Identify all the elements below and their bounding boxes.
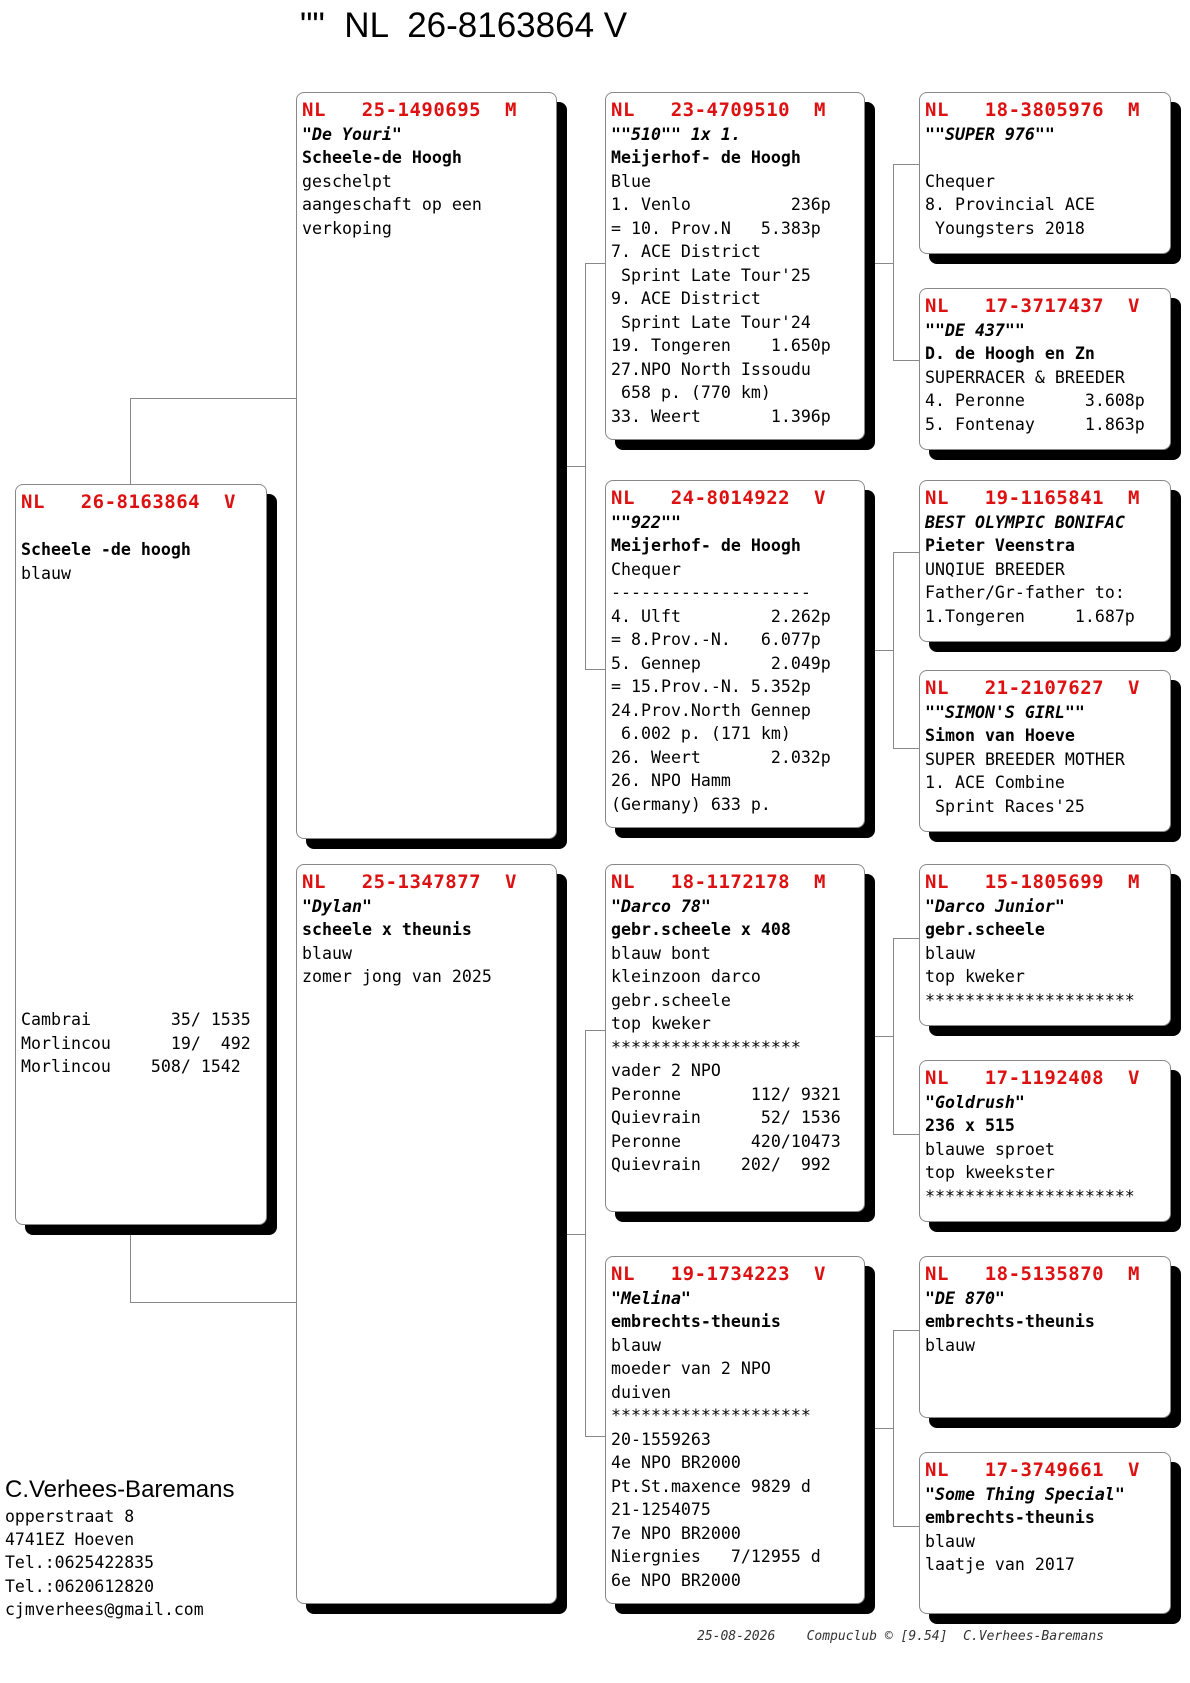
card-line: Morlincou 19/ 492 xyxy=(21,1033,251,1053)
pigeon-name: "Dylan" xyxy=(302,896,372,916)
card-line: gebr.scheele xyxy=(611,990,731,1010)
card-line: top kweekster xyxy=(925,1163,1055,1182)
pedigree-card-dam-sire[interactable] xyxy=(605,864,865,1212)
pigeon-name: "Some Thing Special" xyxy=(925,1484,1125,1504)
connector-line xyxy=(893,938,894,1134)
pedigree-card-sire-sire[interactable] xyxy=(605,92,865,440)
card-line: 9. ACE District xyxy=(611,289,761,308)
breeder-name: embrechts-theunis xyxy=(925,1312,1095,1331)
card-line xyxy=(21,891,266,915)
ring-number: NL 17-1192408 V xyxy=(925,1067,1140,1089)
pigeon-name: ""SIMON'S GIRL"" xyxy=(925,702,1085,722)
card-line: blauwe sproet xyxy=(925,1139,1055,1159)
ring-number: NL 21-2107627 V xyxy=(925,677,1140,699)
card-line: 21-1254075 xyxy=(611,1500,711,1519)
pigeon-name: "Melina" xyxy=(611,1288,691,1308)
ring-number: NL 19-1165841 M xyxy=(925,487,1140,509)
card-line: SUPER BREEDER MOTHER xyxy=(925,749,1125,769)
connector-line xyxy=(130,398,296,399)
card-line: kleinzoon darco xyxy=(611,967,761,986)
pigeon-name: ""510"" 1x 1. xyxy=(611,124,741,144)
card-line xyxy=(21,844,266,868)
pedigree-card-sire-dam-sire[interactable] xyxy=(919,480,1171,642)
card-line xyxy=(21,820,266,844)
card-line: -------------------- xyxy=(611,583,811,602)
pedigree-card-dam-sire-dam[interactable] xyxy=(919,1060,1171,1222)
card-line: Chequer xyxy=(925,171,995,191)
card-line: Niergnies 7/12955 d xyxy=(611,1547,821,1566)
footer-note: 25-08-2026 Compuclub © [9.54] C.Verhees-Baremans xyxy=(697,1629,1104,1644)
card-line xyxy=(21,679,266,703)
card-line xyxy=(21,585,266,609)
owner-block xyxy=(5,1475,234,1621)
card-line: blauw xyxy=(925,1335,975,1355)
breeder-name: Scheele -de hoogh xyxy=(21,540,191,559)
breeder-name: gebr.scheele x 408 xyxy=(611,920,791,939)
pedigree-card-dam-dam[interactable] xyxy=(605,1256,865,1604)
owner-city: 4741EZ Hoeven xyxy=(5,1530,135,1550)
card-line: 20-1559263 xyxy=(611,1429,711,1449)
card-line: 1.Tongeren 1.687p xyxy=(925,606,1135,626)
card-line xyxy=(21,773,266,797)
card-line: top kweker xyxy=(925,967,1025,986)
card-line: blauw xyxy=(21,563,71,583)
connector-line xyxy=(893,938,919,939)
connector-line xyxy=(893,748,919,749)
card-line: Sprint Late Tour'24 xyxy=(611,312,811,332)
ring-number: NL 18-3805976 M xyxy=(925,99,1140,121)
card-line: Youngsters 2018 xyxy=(925,218,1085,238)
pedigree-card-dam-dam-dam[interactable] xyxy=(919,1452,1171,1614)
connector-line xyxy=(893,1330,894,1526)
card-line: 5. Gennep 2.049p xyxy=(611,653,831,673)
connector-line xyxy=(130,1225,131,1302)
card-line: geschelpt xyxy=(302,171,392,191)
owner-street: opperstraat 8 xyxy=(5,1507,135,1526)
ring-number: NL 18-1172178 M xyxy=(611,871,826,893)
card-line: (Germany) 633 p. xyxy=(611,794,771,814)
card-line: zomer jong van 2025 xyxy=(302,967,492,986)
pedigree-card-sire-sire-dam[interactable] xyxy=(919,288,1171,450)
card-line: = 8.Prov.-N. 6.077p xyxy=(611,630,821,649)
pigeon-name: BEST OLYMPIC BONIFAC xyxy=(925,512,1125,532)
connector-line xyxy=(130,1302,296,1303)
card-line: ********************* xyxy=(925,1186,1135,1206)
card-line: blauw xyxy=(611,1335,661,1355)
card-line xyxy=(21,961,266,985)
pigeon-name: ""DE 437"" xyxy=(925,320,1025,340)
pedigree-card-dam-sire-sire[interactable] xyxy=(919,864,1171,1026)
card-line: 24.Prov.North Gennep xyxy=(611,700,811,720)
connector-line xyxy=(865,650,893,651)
card-line: 27.NPO North Issoudu xyxy=(611,359,811,379)
connector-line xyxy=(865,263,893,264)
card-line: 26. Weert 2.032p xyxy=(611,747,831,767)
card-line: Morlincou 508/ 1542 xyxy=(21,1057,241,1076)
card-line: Blue xyxy=(611,171,651,191)
pigeon-name: "Darco Junior" xyxy=(925,896,1065,916)
card-line: aangeschaft op een xyxy=(302,195,482,214)
card-line: 1. Venlo 236p xyxy=(611,195,831,214)
owner-name: C.Verhees-Baremans xyxy=(5,1476,235,1503)
card-line: ******************** xyxy=(611,1406,811,1425)
breeder-name: Simon van Hoeve xyxy=(925,726,1075,745)
pigeon-name: ""922"" xyxy=(611,512,681,532)
card-line: verkoping xyxy=(302,218,392,238)
ring-number: NL 24-8014922 V xyxy=(611,487,826,509)
pigeon-name: "De Youri" xyxy=(302,124,402,144)
breeder-name: gebr.scheele xyxy=(925,920,1045,939)
card-line: Cambrai 35/ 1535 xyxy=(21,1010,251,1029)
card-line xyxy=(21,726,266,750)
card-line: blauw xyxy=(302,943,352,963)
breeder-name: Meijerhof- de Hoogh xyxy=(611,148,801,167)
card-line: vader 2 NPO xyxy=(611,1061,721,1080)
breeder-name: embrechts-theunis xyxy=(611,1312,781,1331)
connector-line xyxy=(865,1428,893,1429)
card-line: 1. ACE Combine xyxy=(925,773,1065,792)
connector-line xyxy=(585,669,605,670)
card-line: blauw bont xyxy=(611,943,711,963)
card-line: top kweker xyxy=(611,1014,711,1033)
connector-line xyxy=(557,1234,585,1235)
pigeon-name: "Darco 78" xyxy=(611,896,711,916)
card-line: = 15.Prov.-N. 5.352p xyxy=(611,677,811,696)
card-line: Quievrain 52/ 1536 xyxy=(611,1108,841,1127)
card-line xyxy=(21,867,266,891)
card-line: = 10. Prov.N 5.383p xyxy=(611,218,821,238)
connector-line xyxy=(893,552,919,553)
card-line: 5. Fontenay 1.863p xyxy=(925,414,1145,434)
pigeon-name: "Goldrush" xyxy=(925,1092,1025,1112)
breeder-name: Pieter Veenstra xyxy=(925,536,1075,555)
card-line: 33. Weert 1.396p xyxy=(611,406,831,426)
connector-line xyxy=(130,398,131,484)
breeder-name: D. de Hoogh en Zn xyxy=(925,344,1095,363)
card-line xyxy=(21,750,266,774)
ring-number: NL 19-1734223 V xyxy=(611,1263,826,1285)
card-line xyxy=(925,146,1170,170)
card-line: Sprint Late Tour'25 xyxy=(611,265,811,285)
connector-line xyxy=(893,164,894,360)
connector-line xyxy=(893,552,894,748)
ring-number: NL 25-1490695 M xyxy=(302,99,517,121)
card-line xyxy=(21,985,266,1009)
card-line: 7e NPO BR2000 xyxy=(611,1523,741,1543)
pedigree-card-subject[interactable] xyxy=(15,484,267,1225)
connector-line xyxy=(893,360,919,361)
card-line: 7. ACE District xyxy=(611,242,761,261)
owner-phone: Tel.:0620612820 xyxy=(5,1576,155,1596)
card-line: ********************* xyxy=(925,990,1135,1010)
card-line: blauw xyxy=(925,1531,975,1551)
connector-line xyxy=(585,1030,605,1031)
owner-email: cjmverhees@gmail.com xyxy=(5,1599,204,1619)
card-line: laatje van 2017 xyxy=(925,1555,1075,1574)
page-title: "" NL 26-8163864 V xyxy=(300,6,628,45)
card-line: UNQIUE BREEDER xyxy=(925,559,1065,579)
card-line xyxy=(21,938,266,962)
connector-line xyxy=(557,466,585,467)
ring-number: NL 23-4709510 M xyxy=(611,99,826,121)
connector-line xyxy=(585,1030,586,1436)
card-line: Quievrain 202/ 992 xyxy=(611,1155,831,1174)
card-line: 4e NPO BR2000 xyxy=(611,1453,741,1472)
card-line xyxy=(21,914,266,938)
card-line: Father/Gr-father to: xyxy=(925,583,1125,602)
pigeon-name: "DE 870" xyxy=(925,1288,1005,1308)
card-line: Chequer xyxy=(611,559,681,579)
card-line: Pt.St.maxence 9829 d xyxy=(611,1476,811,1496)
ring-number: NL 26-8163864 V xyxy=(21,491,236,513)
card-line xyxy=(21,797,266,821)
breeder-name: embrechts-theunis xyxy=(925,1508,1095,1527)
connector-line xyxy=(893,164,919,165)
connector-line xyxy=(893,1330,919,1331)
owner-phone: Tel.:0625422835 xyxy=(5,1553,155,1573)
connector-line xyxy=(893,1134,919,1135)
connector-line xyxy=(865,1036,893,1037)
pedigree-card-sire-dam-dam[interactable] xyxy=(919,670,1171,832)
pedigree-card-sire[interactable] xyxy=(296,92,557,839)
card-line: 6e NPO BR2000 xyxy=(611,1570,741,1590)
breeder-name: 236 x 515 xyxy=(925,1116,1015,1135)
connector-line xyxy=(585,263,605,264)
card-line: Peronne 112/ 9321 xyxy=(611,1084,841,1104)
pedigree-card-sire-sire-sire[interactable] xyxy=(919,92,1171,254)
card-line: 6.002 p. (171 km) xyxy=(611,724,791,743)
ring-number: NL 18-5135870 M xyxy=(925,1263,1140,1285)
ring-number: NL 17-3717437 V xyxy=(925,295,1140,317)
card-line: SUPERRACER & BREEDER xyxy=(925,367,1125,387)
breeder-name: Meijerhof- de Hoogh xyxy=(611,536,801,555)
connector-line xyxy=(893,1526,919,1527)
ring-number: NL 17-3749661 V xyxy=(925,1459,1140,1481)
card-line: 658 p. (770 km) xyxy=(611,383,771,402)
card-line: Peronne 420/10473 xyxy=(611,1131,841,1151)
card-line xyxy=(21,632,266,656)
card-line xyxy=(21,703,266,727)
card-line: moeder van 2 NPO xyxy=(611,1359,771,1378)
pedigree-card-dam[interactable] xyxy=(296,864,557,1604)
card-line xyxy=(21,656,266,680)
ring-number: NL 15-1805699 M xyxy=(925,871,1140,893)
card-line: 4. Peronne 3.608p xyxy=(925,391,1145,410)
card-line: 19. Tongeren 1.650p xyxy=(611,336,831,355)
card-line: 4. Ulft 2.262p xyxy=(611,606,831,626)
pigeon-name: ""SUPER 976"" xyxy=(925,124,1055,144)
card-line xyxy=(21,609,266,633)
card-line: Sprint Races'25 xyxy=(925,796,1085,816)
pedigree-card-sire-dam[interactable] xyxy=(605,480,865,828)
connector-line xyxy=(585,263,586,669)
card-line: 26. NPO Hamm xyxy=(611,771,731,790)
breeder-name: scheele x theunis xyxy=(302,920,472,939)
ring-number: NL 25-1347877 V xyxy=(302,871,517,893)
card-line: ******************* xyxy=(611,1037,801,1057)
card-line: duiven xyxy=(611,1382,671,1402)
connector-line xyxy=(585,1436,605,1437)
card-line xyxy=(21,515,266,539)
breeder-name: Scheele-de Hoogh xyxy=(302,148,462,167)
card-line: blauw xyxy=(925,943,975,963)
card-line: 8. Provincial ACE xyxy=(925,195,1095,214)
pedigree-card-dam-dam-sire[interactable] xyxy=(919,1256,1171,1418)
